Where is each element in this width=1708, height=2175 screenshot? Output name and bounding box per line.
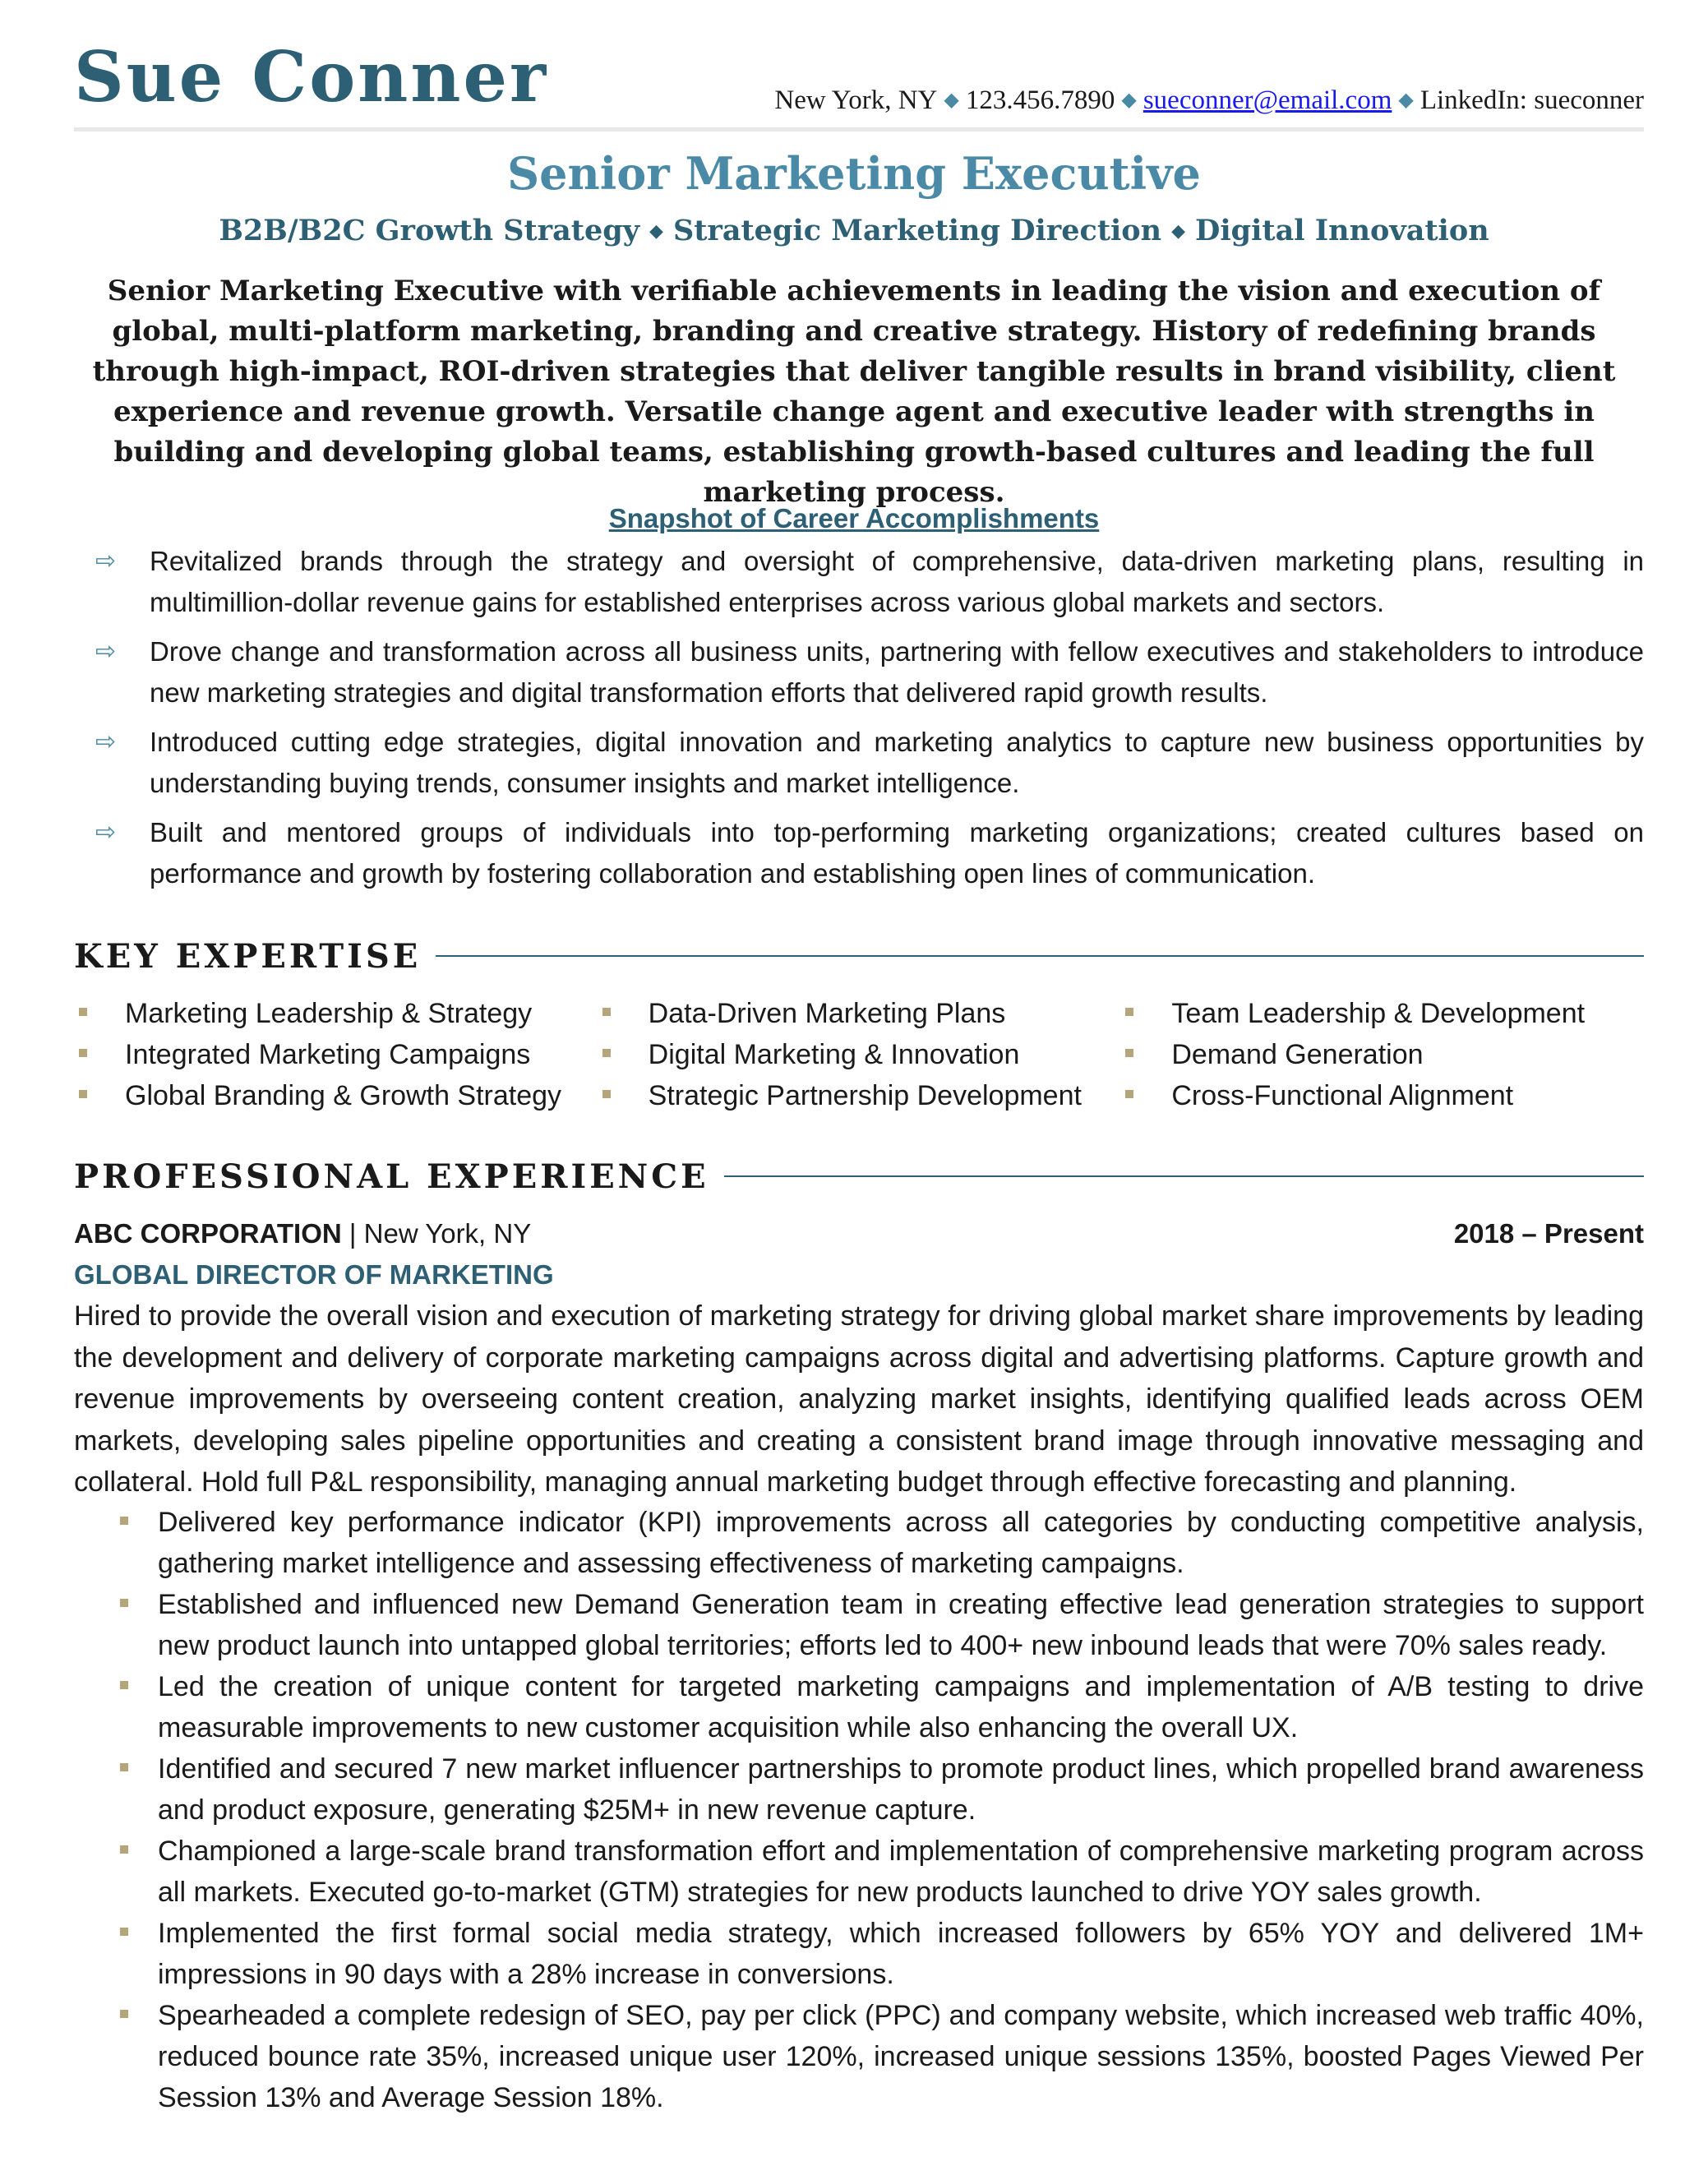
list-item-text: Team Leadership & Development [1171,998,1586,1029]
list-item-text: Global Branding & Growth Strategy [125,1080,562,1111]
list-item [598,1075,1121,1116]
arrow-right-icon: ⇨ [95,547,117,575]
list-item [598,993,1121,1034]
contact-line [774,85,1644,116]
square-bullet-icon [120,1845,128,1854]
list-item [74,631,1644,713]
list-item [74,1584,1644,1666]
tagline-item: B2B/B2C Growth Strategy [219,214,640,247]
linkedin: LinkedIn: sueconner [1419,85,1644,115]
phone: 123.456.7890 [965,85,1115,115]
square-bullet-icon [120,1928,128,1936]
summary-paragraph: Senior Marketing Executive with verifiable achievements in leading the vision and execution of global, multi-platform marketing, branding and creative strategy. History of redefining brands through high-impact, ROI-driven strategies that deliver tangible results in brand visibility, client experience and revenue growth. Versatile change agent and executive leader with strengths in building and developing global teams, establishing growth-based cultures and leading the full marketing process. [92,275,1616,509]
list-item-text: Introduced cutting edge strategies, digital innovation and marketing analytics to capture new business opportunities by understanding buying trends, consumer insights and market intelligence. [150,727,1644,798]
list-item-text: Led the creation of unique content for targeted marketing campaigns and implementation of A/B testing to drive measurable improvements to new customer acquisition while also enhancing the overall UX. [158,1671,1644,1743]
square-bullet-icon [120,1599,128,1607]
arrow-right-icon: ⇨ [95,638,117,665]
list-item [74,722,1644,804]
list-item [74,1831,1644,1913]
candidate-name: Sue Conner [74,36,549,118]
company-name: ABC CORPORATION [74,1218,342,1249]
square-bullet-icon [79,1008,87,1016]
list-item [74,1995,1644,2118]
square-bullet-icon [1125,1090,1133,1098]
square-bullet-icon [120,2010,128,2018]
list-item-text: Strategic Partnership Development [648,1080,1082,1111]
job-achievements-list [74,1502,1644,2118]
diamond-separator-icon: ◆ [1171,220,1186,242]
list-item [74,1075,598,1116]
list-item [1120,1075,1644,1116]
tagline-item: Strategic Marketing Direction [672,214,1162,247]
diamond-separator-icon: ◆ [1398,90,1414,111]
square-bullet-icon [1125,1008,1133,1016]
list-item-text: Digital Marketing & Innovation [648,1039,1020,1070]
job-description: Hired to provide the overall vision and execution of marketing strategy for driving global market share improvements by leading the development and delivery of corporate marketing campaigns across digital and advertising platforms. Capture growth and revenue improvements by overseeing content creation, analyzing market insights, identifying qualified leads across OEM markets, developing sales pipeline opportunities and creating a consistent brand image through innovative messaging and collateral. Hold full P&L responsibility, managing annual marketing budget through effective forecasting and planning. [74,1300,1644,1498]
list-item-text: Championed a large-scale brand transformation effort and implementation of comprehensive marketing program across all markets. Executed go-to-market (GTM) strategies for new products launched to drive YOY sales growth. [158,1836,1644,1908]
list-item [74,1913,1644,1995]
list-item-text: Drove change and transformation across all business units, partnering with fellow executives and stakeholders to introduce new marketing strategies and digital transformation efforts that delivered rapid growth results. [150,636,1644,708]
email-link[interactable]: sueconner@email.com [1143,85,1392,115]
section-divider [436,955,1644,957]
list-item-text: Cross-Functional Alignment [1171,1080,1514,1111]
company-location: New York, NY [363,1218,532,1249]
list-item [74,1502,1644,1584]
section-header-expertise [74,935,1644,977]
list-item [74,541,1644,623]
diamond-separator-icon: ◆ [944,90,959,111]
section-divider [724,1175,1644,1177]
square-bullet-icon [120,1763,128,1771]
square-bullet-icon [120,1681,128,1689]
list-item-text: Demand Generation [1171,1039,1424,1070]
list-item [74,812,1644,894]
square-bullet-icon [120,1517,128,1525]
list-item [74,1034,598,1075]
location: New York, NY [774,85,938,115]
expertise-grid [74,993,1644,1116]
arrow-right-icon: ⇨ [95,819,117,846]
job-title: GLOBAL DIRECTOR OF MARKETING [74,1259,554,1290]
list-item [598,1034,1121,1075]
job-header [74,1213,1644,1254]
list-item-text: Established and influenced new Demand Generation team in creating effective lead generation strategies to support new product launch into untapped global territories; efforts led to 400+ new inbound leads that were 70% sales ready. [158,1589,1644,1661]
list-item [74,1748,1644,1831]
list-item-text: Built and mentored groups of individuals into top-performing marketing organizations; created cultures based on performance and growth by fostering collaboration and establishing open lines of communication. [150,817,1644,889]
arrow-right-icon: ⇨ [95,728,117,755]
list-item-text: Integrated Marketing Campaigns [125,1039,531,1070]
list-item-text: Spearheaded a complete redesign of SEO, pay per click (PPC) and company website, which increased web traffic 40%, reduced bounce rate 35%, increased unique user 120%, increased unique sessions 135%, boosted Pages Viewed Per Session 13% and Average Session 18%. [158,2000,1644,2113]
diamond-separator-icon: ◆ [649,220,663,242]
list-item-text: Identified and secured 7 new market influencer partnerships to promote product lines, which propelled brand awareness and product exposure, generating $25M+ in new revenue capture. [158,1753,1644,1826]
list-item-text: Delivered key performance indicator (KPI) improvements across all categories by conducting competitive analysis, gathering market intelligence and assessing effectiveness of marketing campaigns. [158,1507,1644,1579]
headline-title: Senior Marketing Executive [507,147,1201,200]
square-bullet-icon [79,1090,87,1098]
snapshot-heading: Snapshot of Career Accomplishments [608,503,1100,533]
list-item [1120,993,1644,1034]
square-bullet-icon [1125,1049,1133,1057]
square-bullet-icon [602,1049,611,1057]
diamond-separator-icon: ◆ [1121,90,1137,111]
expertise-column [1120,993,1644,1116]
list-item [74,1666,1644,1748]
accomplishments-list [74,541,1644,903]
section-title: PROFESSIONAL EXPERIENCE [74,1157,709,1196]
list-item-text: Marketing Leadership & Strategy [125,998,533,1029]
expertise-column [74,993,598,1116]
list-item-text: Data-Driven Marketing Plans [648,998,1006,1029]
tagline [0,216,1708,245]
list-item [74,993,598,1034]
square-bullet-icon [79,1049,87,1057]
tagline-item: Digital Innovation [1195,214,1489,247]
list-item [1120,1034,1644,1075]
square-bullet-icon [602,1090,611,1098]
job-dates: 2018 – Present [1453,1218,1644,1249]
square-bullet-icon [602,1008,611,1016]
expertise-column [598,993,1121,1116]
list-item-text: Implemented the first formal social media strategy, which increased followers by 65% YOY and delivered 1M+ impressions in 90 days with a 28% increase in conversions. [158,1918,1644,1990]
section-title: KEY EXPERTISE [74,936,422,976]
pipe-separator: | [341,1218,364,1249]
section-header-experience [74,1156,1644,1197]
list-item-text: Revitalized brands through the strategy and oversight of comprehensive, data-driven marketing plans, resulting in multimillion-dollar revenue gains for established enterprises across various global markets and sectors. [150,546,1644,617]
header-divider [74,127,1644,132]
